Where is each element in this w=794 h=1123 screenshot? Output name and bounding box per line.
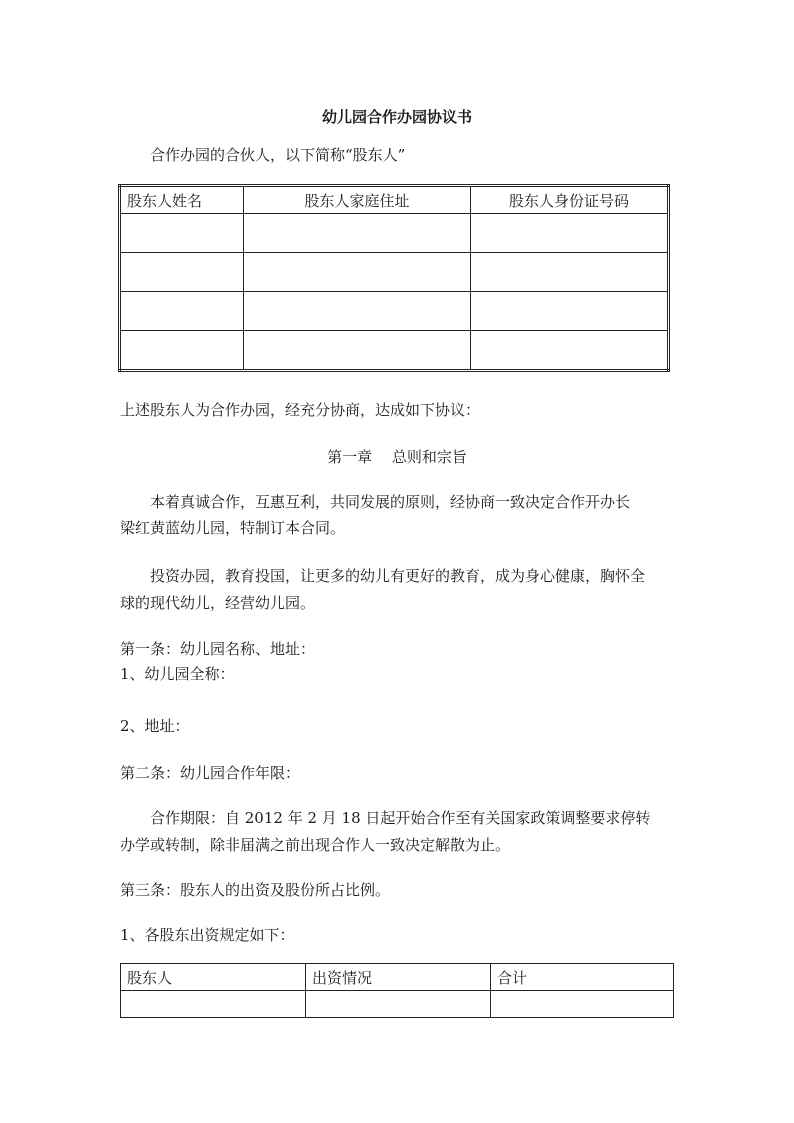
table-cell [491, 991, 674, 1018]
header-shareholder: 股东人 [121, 964, 306, 991]
article-1-heading: 第一条：幼儿园名称、地址： [120, 640, 316, 658]
article-3-heading: 第三条：股东人的出资及股份所占比例。 [120, 881, 391, 899]
term-line1: 合作期限：自 2012 年 2 月 18 日起开始合作至有关国家政策调整要求停转 [150, 809, 651, 827]
table-cell [306, 991, 491, 1018]
table-cell [121, 991, 306, 1018]
header-address: 股东人家庭住址 [244, 186, 471, 214]
table-row [120, 253, 669, 292]
table-cell [120, 253, 244, 292]
table-cell [244, 331, 471, 371]
table-cell [471, 331, 669, 371]
table-cell [471, 292, 669, 331]
article-2-heading: 第二条：幼儿园合作年限： [120, 764, 301, 782]
chapter-heading: 第一章 总则和宗旨 [327, 448, 467, 466]
table-cell [471, 253, 669, 292]
paragraph-purpose-line2: 球的现代幼儿，经营幼儿园。 [120, 594, 316, 612]
table-cell [471, 214, 669, 253]
article-1-item-2: 2、地址： [120, 717, 190, 735]
header-total: 合计 [491, 964, 674, 991]
term-line2: 办学或转制，除非届满之前出现合作人一致决定解散为止。 [120, 836, 511, 854]
table-header-row [120, 186, 669, 214]
header-name: 股东人姓名 [120, 186, 244, 214]
paragraph-principle-line2: 梁红黄蓝幼儿园，特制订本合同。 [120, 519, 346, 537]
intro-text: 合作办园的合伙人，以下简称“股东人” [150, 146, 406, 164]
table-row [120, 331, 669, 371]
table-cell [244, 292, 471, 331]
table-cell [120, 214, 244, 253]
header-investment: 出资情况 [306, 964, 491, 991]
table-header-row [121, 964, 674, 991]
table-row [120, 214, 669, 253]
table-row [121, 991, 674, 1018]
table-cell [244, 253, 471, 292]
document-title: 幼儿园合作办园协议书 [321, 108, 472, 126]
table-cell [120, 292, 244, 331]
table-cell [244, 214, 471, 253]
table-row [120, 292, 669, 331]
agreement-line: 上述股东人为合作办园，经充分协商，达成如下协议： [120, 401, 481, 419]
investment-table [120, 963, 674, 1018]
header-id-number: 股东人身份证号码 [471, 186, 669, 214]
table-cell [120, 331, 244, 371]
article-1-item-1: 1、幼儿园全称： [120, 665, 235, 683]
article-3-item-1: 1、各股东出资规定如下： [120, 926, 295, 944]
shareholder-table [118, 184, 670, 372]
paragraph-purpose-line1: 投资办园，教育投国，让更多的幼儿有更好的教育，成为身心健康，胸怀全 [150, 567, 646, 585]
paragraph-principle-line1: 本着真诚合作，互惠互利，共同发展的原则，经协商一致决定合作开办长 [150, 493, 631, 511]
